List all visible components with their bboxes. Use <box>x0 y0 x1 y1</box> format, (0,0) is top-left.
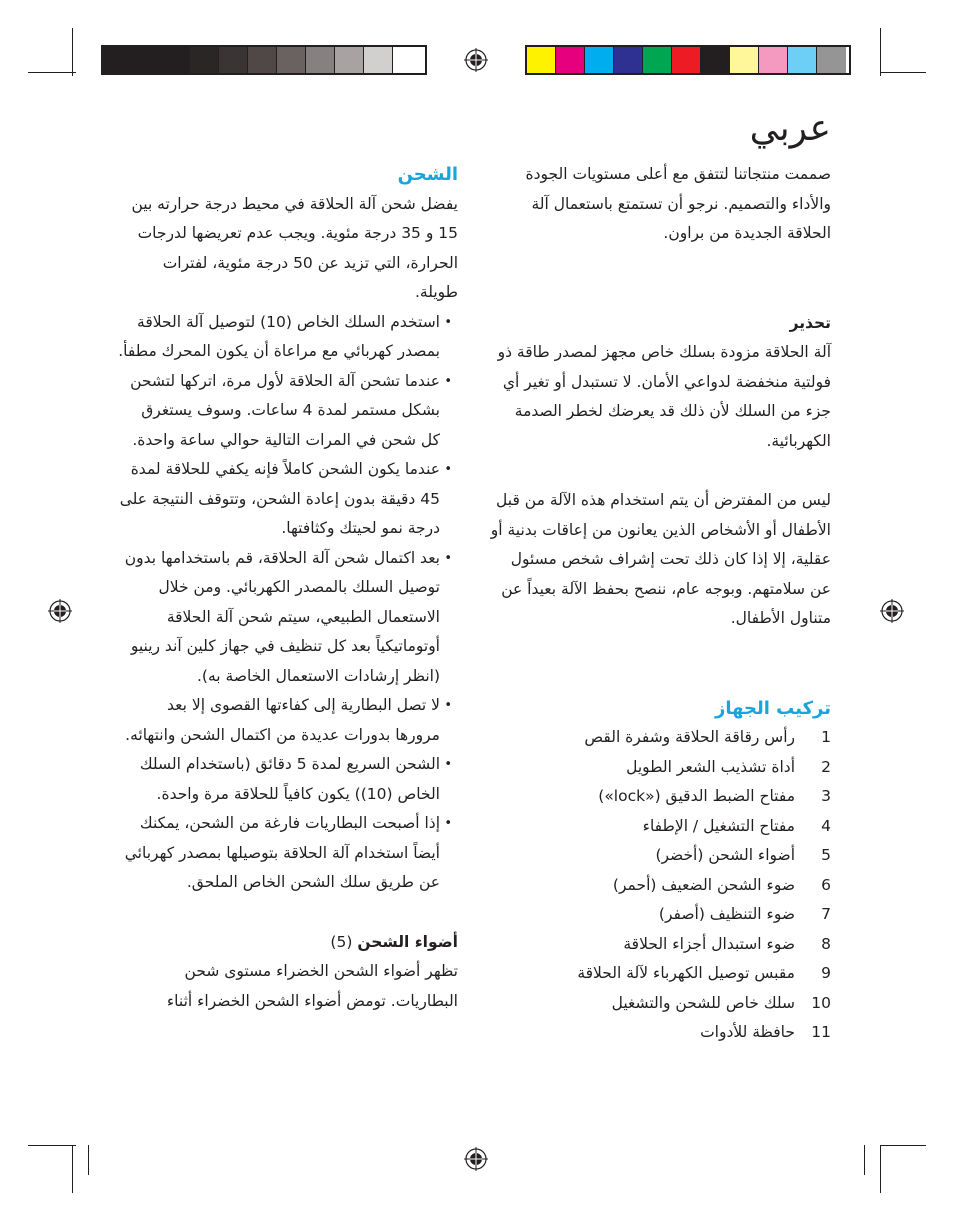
part-number: 5 <box>821 846 831 864</box>
color-swatch <box>585 47 614 73</box>
parts-list-item <box>486 782 831 812</box>
crop-mark <box>880 1145 926 1146</box>
color-swatch <box>556 47 585 73</box>
part-label: رأس رقاقة الحلاقة وشفرة القص <box>584 728 795 746</box>
crop-mark <box>880 72 926 73</box>
warning-heading: تحذير <box>789 313 831 332</box>
gray-swatch <box>161 47 190 73</box>
gray-swatch <box>277 47 306 73</box>
gray-swatch <box>219 47 248 73</box>
charging-bullet-item: • استخدم السلك الخاص (10) لتوصيل آلة الحلاقة بمصدر كهربائي مع مراعاة أن يكون المحرك مطفأ. <box>118 308 440 367</box>
color-swatch <box>817 47 846 73</box>
crop-mark <box>88 1145 89 1175</box>
registration-mark-icon <box>48 599 72 623</box>
registration-mark-icon <box>464 1147 488 1171</box>
part-label: مفتاح الضبط الدقيق («lock») <box>598 787 795 805</box>
crop-mark <box>72 28 73 76</box>
part-number: 3 <box>821 787 831 805</box>
charging-lights-text: تظهر أضواء الشحن الخضراء مستوى شحن البطاريات. تومض أضواء الشحن الخضراء أثناء <box>166 962 458 1010</box>
part-number: 11 <box>811 1023 831 1041</box>
color-swatch <box>643 47 672 73</box>
part-label: مفتاح التشغيل / الإطفاء <box>642 816 795 835</box>
color-swatch <box>672 47 701 73</box>
part-label: حافظة للأدوات <box>700 1023 795 1041</box>
gray-swatch <box>248 47 277 73</box>
charging-lights-heading: أضواء الشحن <box>357 932 458 951</box>
registration-mark-icon <box>880 599 904 623</box>
color-swatch <box>614 47 643 73</box>
parts-list-item <box>486 812 831 842</box>
device-heading: تركيب الجهاز <box>715 697 831 719</box>
parts-list-item <box>486 989 831 1019</box>
color-bar <box>525 45 851 75</box>
registration-mark-icon <box>464 48 488 72</box>
charging-bullet-item: • إذا أصبحت البطاريات فارغة من الشحن، يمكنك أيضاً استخدام آلة الحلاقة بتوصيلها بمصدر كهربائي عن طريق سلك الشحن الخاص الملحق. <box>118 809 440 898</box>
color-swatch <box>759 47 788 73</box>
charging-heading: الشحن <box>397 164 458 185</box>
crop-mark <box>28 72 76 73</box>
part-number: 1 <box>821 728 831 746</box>
color-swatch <box>701 47 730 73</box>
crop-mark <box>880 28 881 76</box>
gray-swatch <box>190 47 219 73</box>
warning-paragraph-2: ليس من المفترض أن يتم استخدام هذه الآلة من قبل الأطفال أو الأشخاص الذين يعانون من إعاقات بدنية أو عقلية، إلا إذا كان ذلك تحت إشراف شخص مسئول عن سلامتهم. وبوجه عام، ننصح بحفظ الآلة بعيداً عن متناول الأطفال. <box>490 491 831 627</box>
part-number: 2 <box>821 757 831 776</box>
charging-bullet-item: • الشحن السريع لمدة 5 دقائق (باستخدام السلك الخاص (10)) يكون كافياً للحلاقة مرة واحدة. <box>118 750 440 809</box>
crop-mark <box>864 1145 865 1175</box>
part-label: ضوء الشحن الضعيف (أحمر) <box>612 875 795 894</box>
parts-list-item <box>486 723 831 753</box>
gray-swatch <box>103 47 132 73</box>
crop-mark <box>880 1145 881 1193</box>
part-label: أضواء الشحن (أخضر) <box>655 846 795 864</box>
part-number: 9 <box>821 964 831 982</box>
parts-list-item <box>486 900 831 930</box>
charging-bullet-item: • عندما يكون الشحن كاملاً فإنه يكفي للحلاقة لمدة 45 دقيقة بدون إعادة الشحن، وتتوقف النتيجة على درجة نمو لحيتك وكثافتها. <box>118 455 440 544</box>
charging-bullets <box>118 308 440 898</box>
gray-swatch <box>306 47 335 73</box>
gray-swatch <box>364 47 393 73</box>
parts-list-item <box>486 841 831 871</box>
crop-mark <box>72 1145 73 1193</box>
charging-intro: يفضل شحن آلة الحلاقة في محيط درجة حرارته بين 15 و 35 درجة مئوية. ويجب عدم تعريضها لدرجات الحرارة، التي تزيد عن 50 درجة مئوية، لفترات طويلة. <box>131 194 458 301</box>
part-label: سلك خاص للشحن والتشغيل <box>611 993 795 1012</box>
part-number: 4 <box>821 816 831 835</box>
parts-list-item <box>486 930 831 960</box>
color-swatch <box>730 47 759 73</box>
color-swatch <box>788 47 817 73</box>
warning-paragraph: آلة الحلاقة مزودة بسلك خاص مجهز لمصدر طاقة ذو فولتية منخفضة لدواعي الأمان. لا تستبدل أو تغير أي جزء من السلك لأن ذلك قد يعرضك لخطر الصدمة الكهربائية. <box>497 343 831 450</box>
right-column <box>486 160 831 1048</box>
gray-swatch <box>393 47 422 73</box>
crop-mark <box>28 1145 76 1146</box>
parts-list <box>486 723 831 1048</box>
part-label: أداة تشذيب الشعر الطويل <box>626 757 795 776</box>
charging-lights-ref: (5) <box>330 932 353 951</box>
part-label: ضوء التنظيف (أصفر) <box>658 905 795 923</box>
charging-bullet-item: • عندما تشحن آلة الحلاقة لأول مرة، اتركها لتشحن بشكل مستمر لمدة 4 ساعات. وسوف يستغرق كل شحن في المرات التالية حوالي ساعة واحدة. <box>118 367 440 456</box>
part-number: 10 <box>811 993 831 1012</box>
parts-list-item <box>486 871 831 901</box>
part-label: مقبس توصيل الكهرباء لآلة الحلاقة <box>577 964 795 982</box>
parts-list-item <box>486 753 831 783</box>
color-swatch <box>527 47 556 73</box>
gray-swatch <box>132 47 161 73</box>
part-label: ضوء استبدال أجزاء الحلاقة <box>623 934 795 953</box>
charging-bullet-item: • لا تصل البطارية إلى كفاءتها القصوى إلا بعد مرورها بدورات عديدة من اكتمال الشحن وانتهائه. <box>118 691 440 750</box>
part-number: 7 <box>821 905 831 923</box>
page-title: عربي <box>749 108 831 149</box>
part-number: 8 <box>821 934 831 953</box>
left-column <box>118 160 458 1016</box>
charging-bullet-item: • بعد اكتمال شحن آلة الحلاقة، قم باستخدامها بدون توصيل السلك بالمصدر الكهربائي. ومن خلال الاستعمال الطبيعي، سيتم شحن آلة الحلاقة أوتوماتيكياً بعد كل تنظيف في جهاز كلين آند رينيو (انظر إرشادات الاستعمال الخاصة به). <box>118 544 440 692</box>
part-number: 6 <box>821 875 831 894</box>
intro-paragraph: صممت منتجاتنا لتتفق مع أعلى مستويات الجودة والأداء والتصميم. نرجو أن تستمتع باستعمال آلة الحلاقة الجديدة من براون. <box>525 165 831 242</box>
gray-swatch <box>335 47 364 73</box>
parts-list-item <box>486 1018 831 1048</box>
charging-lights-heading-line <box>118 928 458 958</box>
grayscale-bar <box>101 45 427 75</box>
parts-list-item <box>486 959 831 989</box>
